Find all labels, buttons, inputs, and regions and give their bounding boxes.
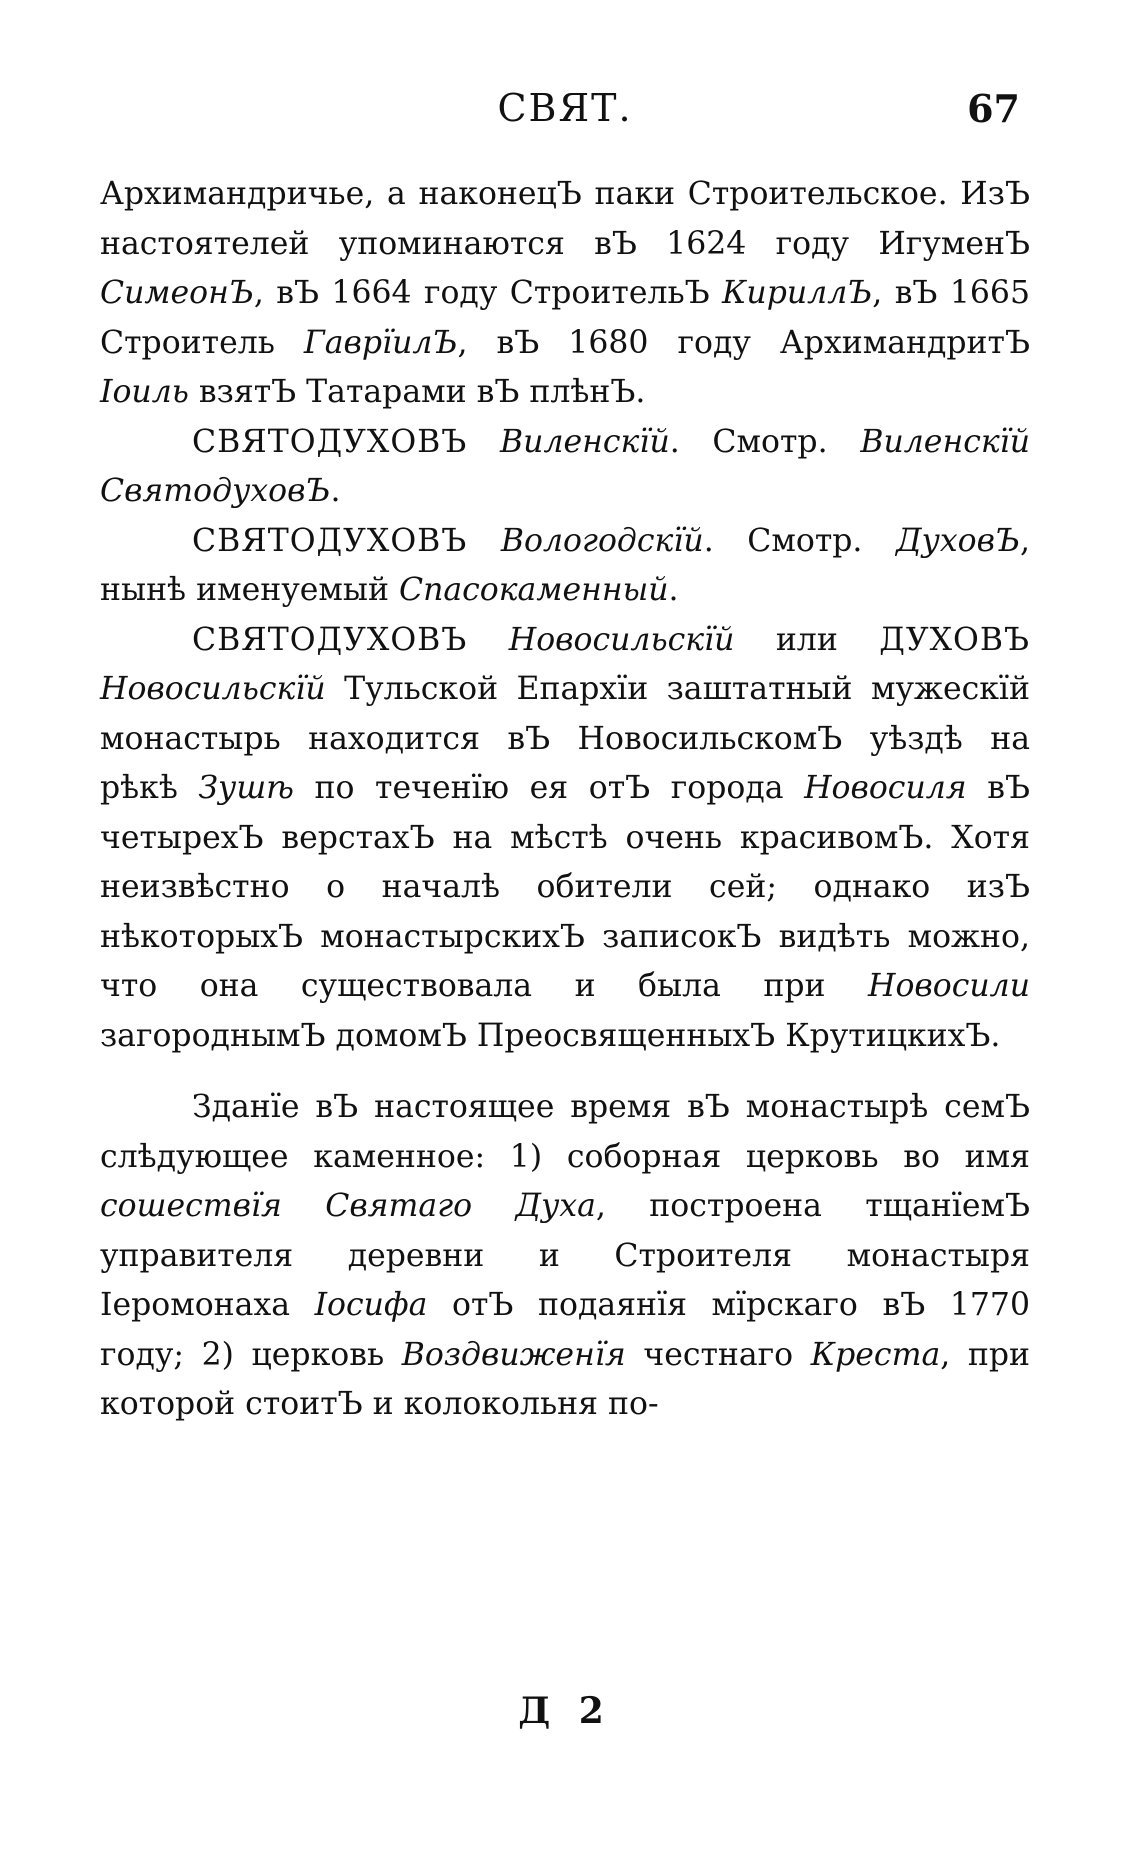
body-text [100, 170, 1030, 1430]
text-run: . Смотр. [703, 522, 896, 559]
text-run: взятЪ Татарами вЪ плѣнЪ. [188, 374, 646, 410]
italic-run: сошествïя Святаго Духа [100, 1188, 596, 1224]
headword-run: ДУХОВЪ [879, 621, 1031, 658]
italic-run: Зушѣ [198, 770, 294, 806]
text-run: , построена тщанïемЪ управителя деревни и Строителя монастыря Іеромонаха [100, 1188, 1030, 1323]
text-run [467, 622, 508, 658]
italic-run: КириллЪ [722, 275, 873, 311]
text-run: загороднымЪ домомЪ ПреосвященныхЪ КрутицкихЪ. [100, 1017, 1001, 1054]
entry-novosilskiy [100, 616, 1030, 1062]
italic-run: Вологодскïй [500, 522, 704, 559]
text-run: . Смотр. [669, 423, 861, 460]
page-number: 67 [967, 86, 1020, 131]
signature-mark: Д 2 [518, 1690, 612, 1732]
headword-run: СВЯТОДУХОВЪ [192, 522, 468, 559]
text-run: честнаго [625, 1336, 811, 1373]
entry-vilenskiy [100, 418, 1030, 517]
text-run: , вЪ 1665 Строитель [100, 275, 1030, 361]
italic-run: Іоиль [100, 374, 189, 410]
text-run: по теченïю ея отЪ города [293, 770, 805, 806]
italic-run: Іосифа [314, 1287, 428, 1323]
book-page [100, 80, 1030, 1800]
text-run: . [330, 473, 341, 509]
text-run: , нынѣ именуемый [100, 522, 1030, 608]
text-run: , вЪ 1664 году СтроительЪ [253, 275, 723, 311]
text-run: отЪ подаянïя мïрскаго вЪ 1770 году; 2) церковь [100, 1287, 1031, 1373]
italic-run: Новосиля [804, 770, 967, 806]
text-run: , при которой стоитЪ и колокольня по- [100, 1336, 1031, 1422]
text-run: Зданïе вЪ настоящее время вЪ монастырѣ семЪ слѣдующее каменное: 1) соборная церковь во имя [100, 1089, 1030, 1175]
text-run [467, 424, 500, 460]
italic-run: Виленскïй [500, 423, 670, 460]
text-run: Тульской Епархïи заштатный мужескïй монастырь находится вЪ НовосильскомЪ уѣздѣ на рѣкѣ [100, 671, 1030, 806]
paragraph-continued [100, 170, 1030, 418]
page-header [100, 80, 1030, 140]
italic-run: ГаврïилЪ [303, 324, 458, 361]
text-run [467, 523, 501, 559]
headword-run: СВЯТОДУХОВЪ [192, 621, 468, 658]
italic-run: Новосильскïй [508, 621, 735, 658]
italic-run: СимеонЪ [100, 275, 254, 311]
running-head: СВЯТ. [497, 86, 633, 130]
text-run: Архимандричье, а наконецЪ паки Строительское. ИзЪ настоятелей упоминаются вЪ 1624 году ИгуменЪ [100, 176, 1030, 262]
italic-run: Новосили [867, 968, 1030, 1004]
italic-run: Воздвиженïя [401, 1336, 626, 1373]
text-run: вЪ четырехЪ верстахЪ на мѣстѣ очень красивомЪ. Хотя неизвѣстно о началѣ обители сей; однако изЪ нѣкоторыхЪ монастырскихЪ записокЪ видѣть можно, что она существовала и была при [100, 770, 1030, 1004]
italic-run: ДуховЪ [896, 522, 1020, 559]
entry-vologodskiy [100, 517, 1030, 616]
italic-run: Креста [810, 1336, 941, 1373]
text-run: . [668, 572, 679, 608]
italic-run: Спасокаменный [398, 572, 669, 608]
paragraph-buildings [100, 1083, 1030, 1430]
italic-run: Новосильскïй [100, 671, 326, 707]
text-run: или [734, 621, 880, 658]
italic-run: Виленскïй СвятодуховЪ [100, 423, 1031, 509]
text-run: , вЪ 1680 году АрхимандритЪ [457, 324, 1030, 361]
headword-run: СВЯТОДУХОВЪ [192, 423, 468, 460]
